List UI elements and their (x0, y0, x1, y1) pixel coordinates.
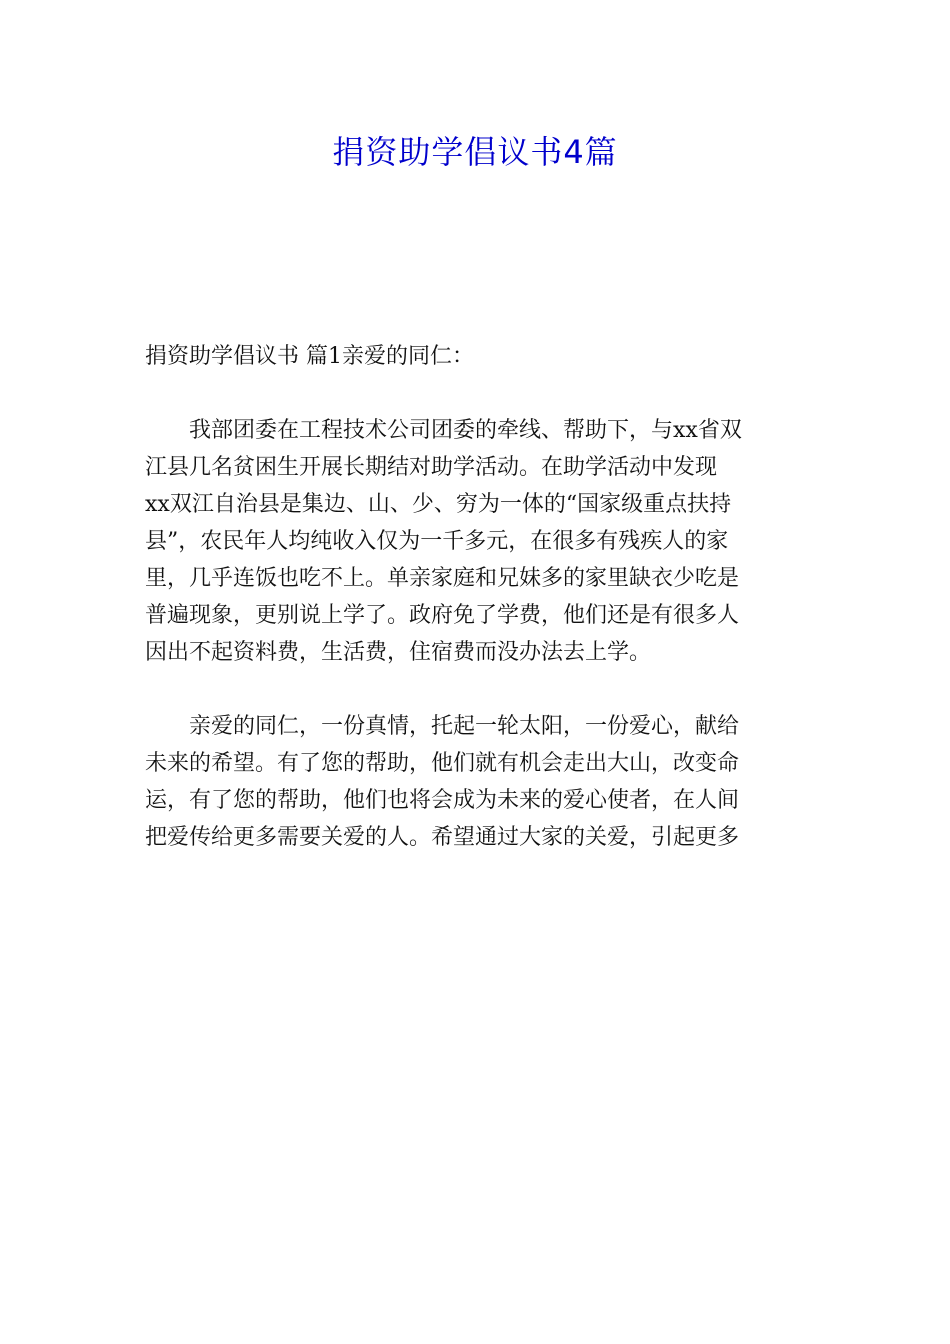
paragraph-line: 未来的希望。有了您的帮助，他们就有机会走出大山，改变命 (145, 751, 740, 776)
paragraph-line: 我部团委在工程技术公司团委的牵线、帮助下，与xx省双 (189, 418, 742, 443)
paragraph-line: 普遍现象，更别说上学了。政府免了学费，他们还是有很多人 (145, 603, 740, 628)
paragraph-line: 里，几乎连饭也吃不上。单亲家庭和兄妹多的家里缺衣少吃是 (145, 566, 740, 591)
paragraph-line: 因出不起资料费，生活费，住宿费而没办法去上学。 (145, 640, 652, 665)
paragraph-line: 运，有了您的帮助，他们也将会成为未来的爱心使者，在人间 (145, 788, 740, 813)
paragraph-line: 县”，农民年人均纯收入仅为一千多元，在很多有残疾人的家 (145, 529, 729, 554)
document-body (145, 338, 807, 893)
paragraph-line: 把爱传给更多需要关爱的人。希望通过大家的关爱，引起更多 (145, 825, 740, 850)
paragraph-2 (145, 708, 807, 856)
paragraph-line: xx双江自治县是集边、山、少、穷为一体的“国家级重点扶持 (145, 492, 732, 517)
document-title: 捐资助学倡议书4篇 (332, 133, 618, 171)
paragraph-line: 江县几名贫困生开展长期结对助学活动。在助学活动中发现 (145, 455, 718, 480)
paragraph-line: 亲爱的同仁，一份真情，托起一轮太阳，一份爱心，献给 (189, 714, 740, 739)
section-heading: 捐资助学倡议书 篇1亲爱的同仁： (145, 344, 474, 369)
paragraph-1 (145, 412, 807, 671)
